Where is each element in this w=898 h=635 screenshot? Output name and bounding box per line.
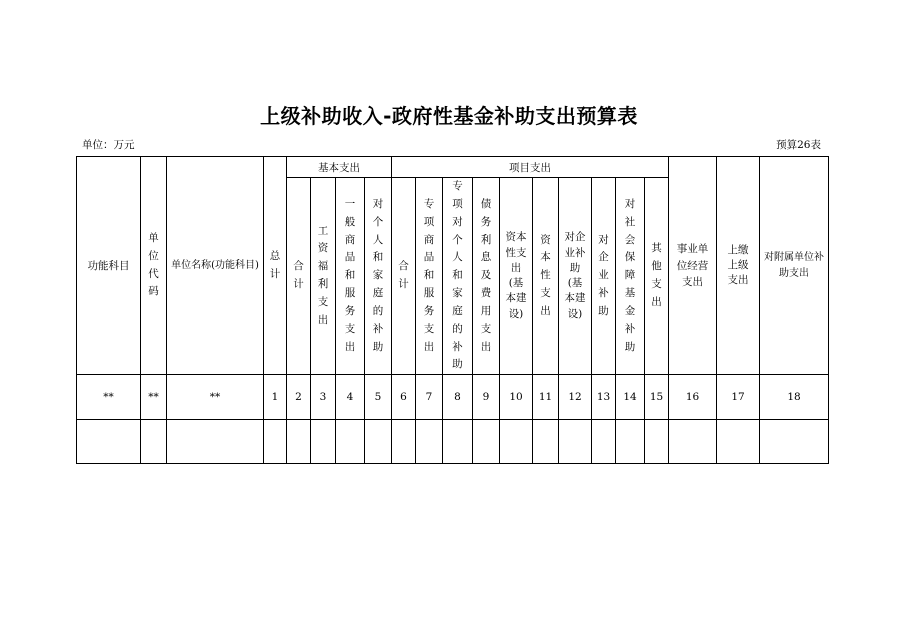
index-cell: ** <box>141 375 167 420</box>
index-cell: 4 <box>336 375 365 420</box>
data-cell <box>264 420 287 464</box>
unit-label: 单位：万元 <box>82 139 135 151</box>
data-cell <box>141 420 167 464</box>
header-project-expenditure: 项目支出 <box>392 157 669 178</box>
index-cell: 8 <box>443 375 473 420</box>
header-subsidiary-units: 对附属单位补助支出 <box>760 157 829 375</box>
index-cell: 14 <box>616 375 645 420</box>
index-cell: 3 <box>311 375 336 420</box>
data-cell <box>473 420 500 464</box>
data-cell <box>287 420 311 464</box>
index-cell: ** <box>167 375 264 420</box>
header-capital-construction: 资本性支出(基本建设) <box>500 178 533 375</box>
data-cell <box>443 420 473 464</box>
index-cell: 5 <box>365 375 392 420</box>
index-cell: 6 <box>392 375 416 420</box>
data-cell <box>167 420 264 464</box>
header-business-operation: 事业单位经营支出 <box>669 157 717 375</box>
header-project-subtotal: 合计 <box>392 178 416 375</box>
index-row <box>77 375 829 420</box>
index-cell: 16 <box>669 375 717 420</box>
index-cell: 9 <box>473 375 500 420</box>
page-title: 上级补助收入-政府性基金补助支出预算表 <box>260 104 638 128</box>
header-enterprise: 对企业补助 <box>592 178 616 375</box>
header-total: 总计 <box>264 157 287 375</box>
data-cell <box>559 420 592 464</box>
index-cell: 7 <box>416 375 443 420</box>
index-cell: 11 <box>533 375 559 420</box>
index-cell: 1 <box>264 375 287 420</box>
header-special-goods-services: 专项商品和服务支出 <box>416 178 443 375</box>
header-basic-subtotal: 合计 <box>287 178 311 375</box>
header-unit-code: 单位代码 <box>141 157 167 375</box>
data-cell <box>77 420 141 464</box>
header-row-1 <box>77 157 829 178</box>
table-number: 预算26表 <box>776 139 821 151</box>
header-salary-welfare: 工资福利支出 <box>311 178 336 375</box>
data-cell <box>760 420 829 464</box>
header-enterprise-construction: 对企业补助(基本建设) <box>559 178 592 375</box>
data-cell <box>669 420 717 464</box>
data-cell <box>311 420 336 464</box>
data-cell <box>416 420 443 464</box>
header-individual-household: 对个人和家庭的补助 <box>365 178 392 375</box>
data-cell <box>592 420 616 464</box>
data-cell <box>533 420 559 464</box>
index-cell: 18 <box>760 375 829 420</box>
index-cell: 2 <box>287 375 311 420</box>
data-cell <box>616 420 645 464</box>
header-basic-expenditure: 基本支出 <box>287 157 392 178</box>
header-debt-interest: 债务利息及费用支出 <box>473 178 500 375</box>
empty-data-row <box>77 420 829 464</box>
header-function-subject: 功能科目 <box>77 157 141 375</box>
data-cell <box>392 420 416 464</box>
index-cell: 10 <box>500 375 533 420</box>
index-cell: 13 <box>592 375 616 420</box>
index-cell: 17 <box>717 375 760 420</box>
header-goods-services: 一般商品和服务支出 <box>336 178 365 375</box>
index-cell: 12 <box>559 375 592 420</box>
index-cell: 15 <box>645 375 669 420</box>
index-cell: ** <box>77 375 141 420</box>
data-cell <box>336 420 365 464</box>
header-special-individual: 专项对个人和家庭的补助 <box>443 178 473 375</box>
data-cell <box>365 420 392 464</box>
data-cell <box>645 420 669 464</box>
header-capital: 资本性支出 <box>533 178 559 375</box>
header-social-security-fund: 对社会保障基金补助 <box>616 178 645 375</box>
budget-table <box>76 156 829 464</box>
header-unit-name: 单位名称(功能科目) <box>167 157 264 375</box>
data-cell <box>500 420 533 464</box>
header-other: 其他支出 <box>645 178 669 375</box>
data-cell <box>717 420 760 464</box>
header-upper-payment: 上缴上级支出 <box>717 157 760 375</box>
